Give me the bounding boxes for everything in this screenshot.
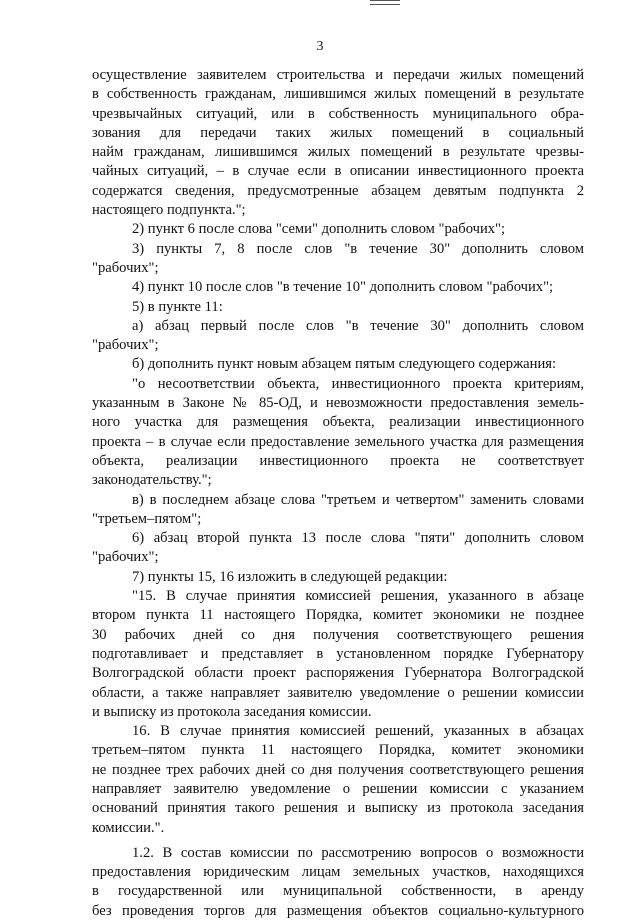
text-line: 5) в пункте 11: <box>132 298 223 315</box>
document-body <box>92 66 584 921</box>
text-line: объекта, реализации инвестиционного проекта не соответствует <box>92 452 584 469</box>
text-line: указанным в Законе № 85-ОД, и невозможности предоставления земель- <box>92 395 584 412</box>
text-line: 6) абзац второй пункта 13 после слова "пяти" дополнить словом <box>132 530 584 547</box>
text-line: не позднее трех рабочих дней со дня получения соответствующего решения <box>92 761 584 778</box>
text-line: "о несоответствии объекта, инвестиционного проекта критериям, <box>132 375 584 392</box>
text-line: без проведения торгов для размещения объектов социально-культурного <box>92 902 584 919</box>
text-line: зования для передачи таких жилых помещений в социальный <box>92 124 584 141</box>
paragraph <box>92 298 584 317</box>
text-line: в) в последнем абзаце слова "третьем и четвертом" заменить словами <box>132 491 584 508</box>
paragraph <box>92 355 584 374</box>
text-line: чрезвычайных ситуаций, или в собственность муниципального обра- <box>92 105 584 122</box>
text-line: 1.2. В состав комиссии по рассмотрению вопросов о возможности <box>132 844 584 861</box>
text-line: "рабочих"; <box>92 549 159 566</box>
paragraph <box>92 220 584 239</box>
paragraph <box>92 278 584 297</box>
text-line: 4) пункт 10 после слов "в течение 10" дополнить словом "рабочих"; <box>132 279 554 296</box>
text-line: законодательству."; <box>92 472 212 489</box>
text-line: Волгоградской области проект распоряжения Губернатора Волгоградской <box>92 665 584 682</box>
text-line: комиссии.". <box>92 819 165 836</box>
paragraph <box>92 240 584 279</box>
text-line: третьем–пятом пункта 11 настоящего Порядка, комитет экономики <box>92 742 584 759</box>
text-line: оснований принятия такого решения и выписку из протокола заседания <box>92 800 584 817</box>
paragraph <box>92 491 584 530</box>
text-line: в государственной или муниципальной собственности, в аренду <box>92 883 584 900</box>
text-line: чайных ситуаций, – в случае если в описании инвестиционного проекта <box>92 163 584 180</box>
text-line: в собственность гражданам, лишившимся жилых помещений в результате <box>92 86 584 103</box>
text-line: и выписку из протокола заседания комиссии. <box>92 703 372 720</box>
text-line: области, а также направляет заявителю уведомление о решении комиссии <box>92 684 584 701</box>
text-line: направляет заявителю уведомление о решении комиссии с указанием <box>92 780 584 797</box>
text-line: "рабочих"; <box>92 259 159 276</box>
paragraph <box>92 375 584 491</box>
text-line: 3) пункты 7, 8 после слов "в течение 30" дополнить словом <box>132 240 584 257</box>
text-line: втором пункта 11 настоящего Порядка, комитет экономики не позднее <box>92 607 584 624</box>
paragraph <box>92 722 584 838</box>
text-line: настоящего подпункта."; <box>92 202 246 219</box>
text-line: ного участка для размещения объекта, реализации инвестиционного <box>92 414 584 431</box>
text-line: 30 рабочих дней со дня получения соответствующего решения <box>92 626 584 643</box>
text-line: найм гражданам, лишившимся жилых помещений в результате чрезвы- <box>92 144 584 161</box>
text-line: осуществление заявителем строительства и передачи жилых помещений <box>92 67 584 83</box>
text-line: "третьем–пятом"; <box>92 510 202 527</box>
paragraph <box>92 529 584 568</box>
text-line: 2) пункт 6 после слова "семи" дополнить словом "рабочих"; <box>132 221 506 238</box>
text-line: подготавливает и представляет в установленном порядке Губернатору <box>92 645 584 662</box>
paragraph <box>92 317 584 356</box>
text-line: "15. В случае принятия комиссией решения, указанного в абзаце <box>132 588 584 605</box>
text-line: "рабочих"; <box>92 337 159 354</box>
paragraph <box>92 66 584 220</box>
text-line: б) дополнить пункт новым абзацем пятым следующего содержания: <box>132 356 557 373</box>
text-line: а) абзац первый после слов "в течение 30" дополнить словом <box>132 317 584 334</box>
top-scan-mark <box>370 0 400 5</box>
text-line: предоставления юридическим лицам земельных участков, находящихся <box>92 864 584 881</box>
paragraph <box>92 587 584 722</box>
paragraph <box>92 844 584 921</box>
text-line: 16. В случае принятия комиссией решений, указанных в абзацах <box>132 723 584 740</box>
text-line: содержатся сведения, предусмотренные абзацем девятым подпункта 2 <box>92 182 584 199</box>
page-number: 3 <box>316 39 324 54</box>
text-line: 7) пункты 15, 16 изложить в следующей редакции: <box>132 568 448 585</box>
text-line: проекта – в случае если предоставление земельного участка для размещения <box>92 433 584 450</box>
paragraph <box>92 568 584 587</box>
